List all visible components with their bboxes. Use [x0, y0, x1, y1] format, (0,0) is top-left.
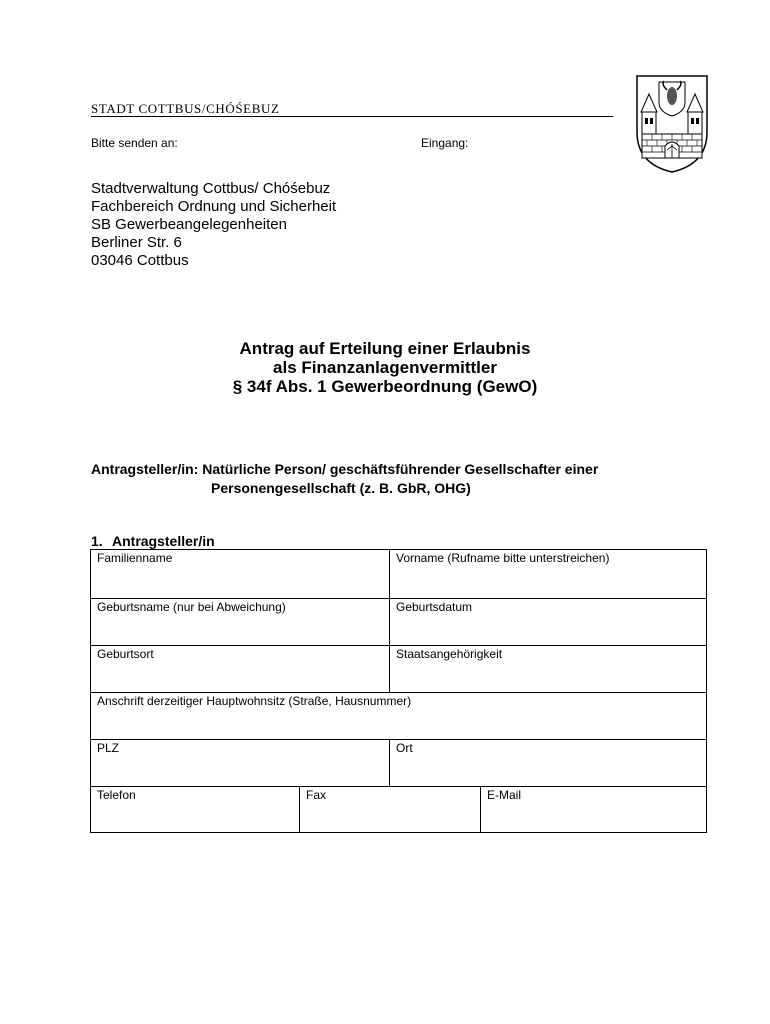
field-label: Staatsangehörigkeit — [396, 647, 503, 661]
title-line: § 34f Abs. 1 Gewerbeordnung (GewO) — [232, 377, 538, 396]
applicant-type-line: Personengesellschaft (z. B. GbR, OHG) — [211, 480, 471, 496]
postal-code-field[interactable] — [91, 740, 389, 786]
form-row — [91, 739, 706, 786]
form-row — [91, 786, 706, 832]
family-name-field[interactable] — [91, 550, 389, 598]
field-label: Ort — [396, 741, 413, 755]
section-title: Antragsteller/in — [112, 533, 215, 549]
form-row — [91, 598, 706, 645]
residence-address-field[interactable] — [91, 693, 706, 739]
nationality-field[interactable] — [389, 646, 706, 692]
first-name-field[interactable] — [389, 550, 706, 598]
field-label: E-Mail — [487, 788, 522, 802]
form-row — [91, 645, 706, 692]
field-label: Geburtsdatum — [396, 600, 473, 614]
cottbus-coat-of-arms-icon — [633, 72, 711, 174]
address-line: Stadtverwaltung Cottbus/ Chóśebuz — [91, 180, 331, 197]
fax-field[interactable] — [299, 787, 480, 832]
form-row — [91, 692, 706, 739]
form-row — [91, 550, 706, 598]
field-label: Telefon — [97, 788, 136, 802]
birth-date-field[interactable] — [389, 599, 706, 645]
field-label: Geburtsort — [97, 647, 154, 661]
address-line: Fachbereich Ordnung und Sicherheit — [91, 198, 337, 215]
birth-place-field[interactable] — [91, 646, 389, 692]
field-label: Familienname — [97, 551, 173, 565]
issuing-city: STADT COTTBUS/CHÓŚEBUZ — [91, 101, 280, 116]
phone-field[interactable] — [91, 787, 299, 832]
email-field[interactable] — [480, 787, 706, 832]
send-to-label: Bitte senden an: — [91, 136, 178, 150]
birth-name-field[interactable] — [91, 599, 389, 645]
recipient-address — [91, 180, 336, 270]
field-label: Anschrift derzeitiger Hauptwohnsitz (Straße, Hausnummer) — [97, 694, 412, 708]
section-heading — [91, 533, 215, 549]
applicant-type — [91, 460, 598, 498]
applicant-form-table — [90, 549, 707, 833]
field-label: Vorname (Rufname bitte unterstreichen) — [396, 551, 610, 565]
document-title — [0, 339, 770, 396]
title-line: als Finanzanlagenvermittler — [273, 358, 497, 377]
section-number: 1. — [91, 533, 103, 549]
applicant-type-line: Antragsteller/in: Natürliche Person/ geschäftsführender Gesellschafter einer — [91, 461, 599, 477]
field-label: PLZ — [97, 741, 120, 755]
city-field[interactable] — [389, 740, 706, 786]
field-label: Fax — [306, 788, 327, 802]
entry-label: Eingang: — [421, 136, 469, 150]
header-rule — [91, 116, 613, 117]
title-line: Antrag auf Erteilung einer Erlaubnis — [239, 339, 531, 358]
address-line: 03046 Cottbus — [91, 252, 189, 269]
address-line: SB Gewerbeangelegenheiten — [91, 216, 287, 233]
address-line: Berliner Str. 6 — [91, 234, 182, 251]
field-label: Geburtsname (nur bei Abweichung) — [97, 600, 286, 614]
